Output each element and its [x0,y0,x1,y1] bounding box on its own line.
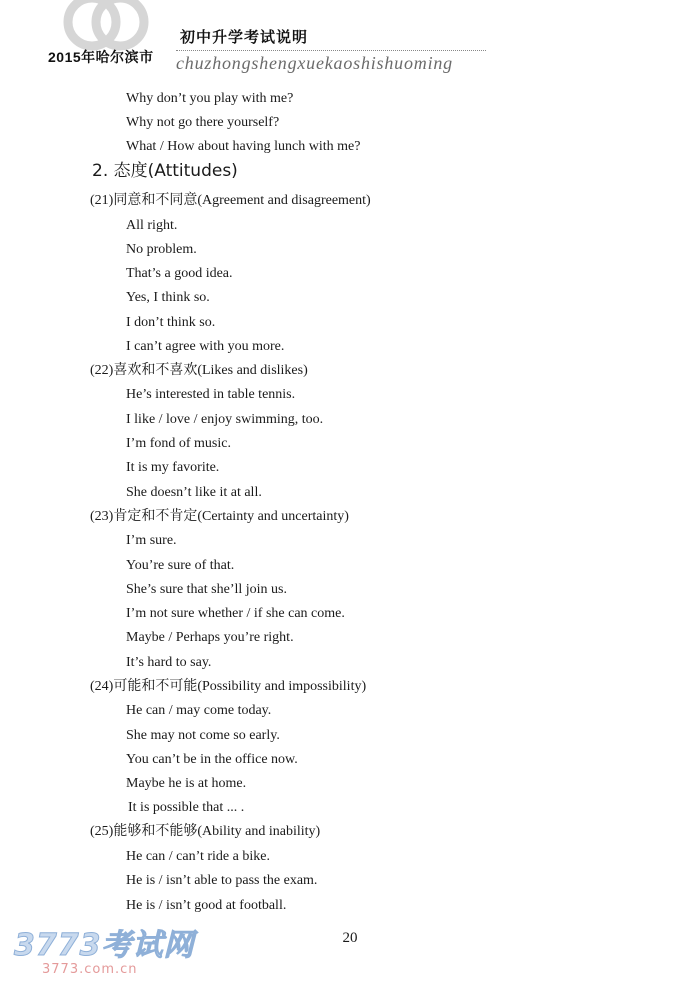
watermark-url: 3773.com.cn [42,962,138,977]
group-heading: (23)肯定和不肯定(Certainty and uncertainty) [90,509,349,524]
intro-line: What / How about having lunch with me? [126,139,361,154]
intro-line: Why don’t you play with me? [126,91,294,106]
group-line: You can’t be in the office now. [126,752,298,767]
group-heading: (22)喜欢和不喜欢(Likes and dislikes) [90,363,308,378]
group-line: She may not come so early. [126,728,280,743]
header-title: 初中升学考试说明 [180,28,309,46]
group-line: Maybe / Perhaps you’re right. [126,630,294,645]
group-line: All right. [126,218,178,233]
page-number: 20 [342,930,358,946]
group-line: That’s a good idea. [126,266,233,281]
group-line: I don’t think so. [126,315,216,330]
group-line: It’s hard to say. [126,655,212,670]
header-year-city: 2015年哈尔滨市 [48,49,154,65]
group-line: He is / isn’t able to pass the exam. [126,873,318,888]
header-pinyin: chuzhongshengxuekaoshishuoming [176,53,453,73]
group-line: I’m fond of music. [126,436,231,451]
watermark [14,920,195,977]
group-line: She doesn’t like it at all. [126,485,262,500]
header-divider [176,50,486,51]
group-line: It is my favorite. [126,460,220,475]
section-title: 2. 态度(Attitudes) [92,161,238,181]
group-heading: (24)可能和不可能(Possibility and impossibility) [90,679,367,694]
group-heading: (25)能够和不能够(Ability and inability) [90,824,321,839]
group-line: You’re sure of that. [126,558,235,573]
group-line: He is / isn’t good at football. [126,898,287,913]
group-line: Yes, I think so. [126,290,210,305]
group-line: I can’t agree with you more. [126,339,285,354]
intro-line: Why not go there yourself? [126,115,280,130]
group-line: He can / may come today. [126,703,272,718]
watermark-brand: 3773考试网 [14,928,195,963]
group-line: She’s sure that she’ll join us. [126,582,287,597]
group-line: I’m not sure whether / if she can come. [126,606,345,621]
group-heading: (21)同意和不同意(Agreement and disagreement) [90,193,371,208]
group-line: It is possible that ... . [128,800,245,815]
group-line: I like / love / enjoy swimming, too. [126,412,324,427]
group-line: Maybe he is at home. [126,776,247,791]
group-line: He can / can’t ride a bike. [126,849,270,864]
group-line: I’m sure. [126,533,177,548]
group-line: He’s interested in table tennis. [126,387,296,402]
group-line: No problem. [126,242,197,257]
